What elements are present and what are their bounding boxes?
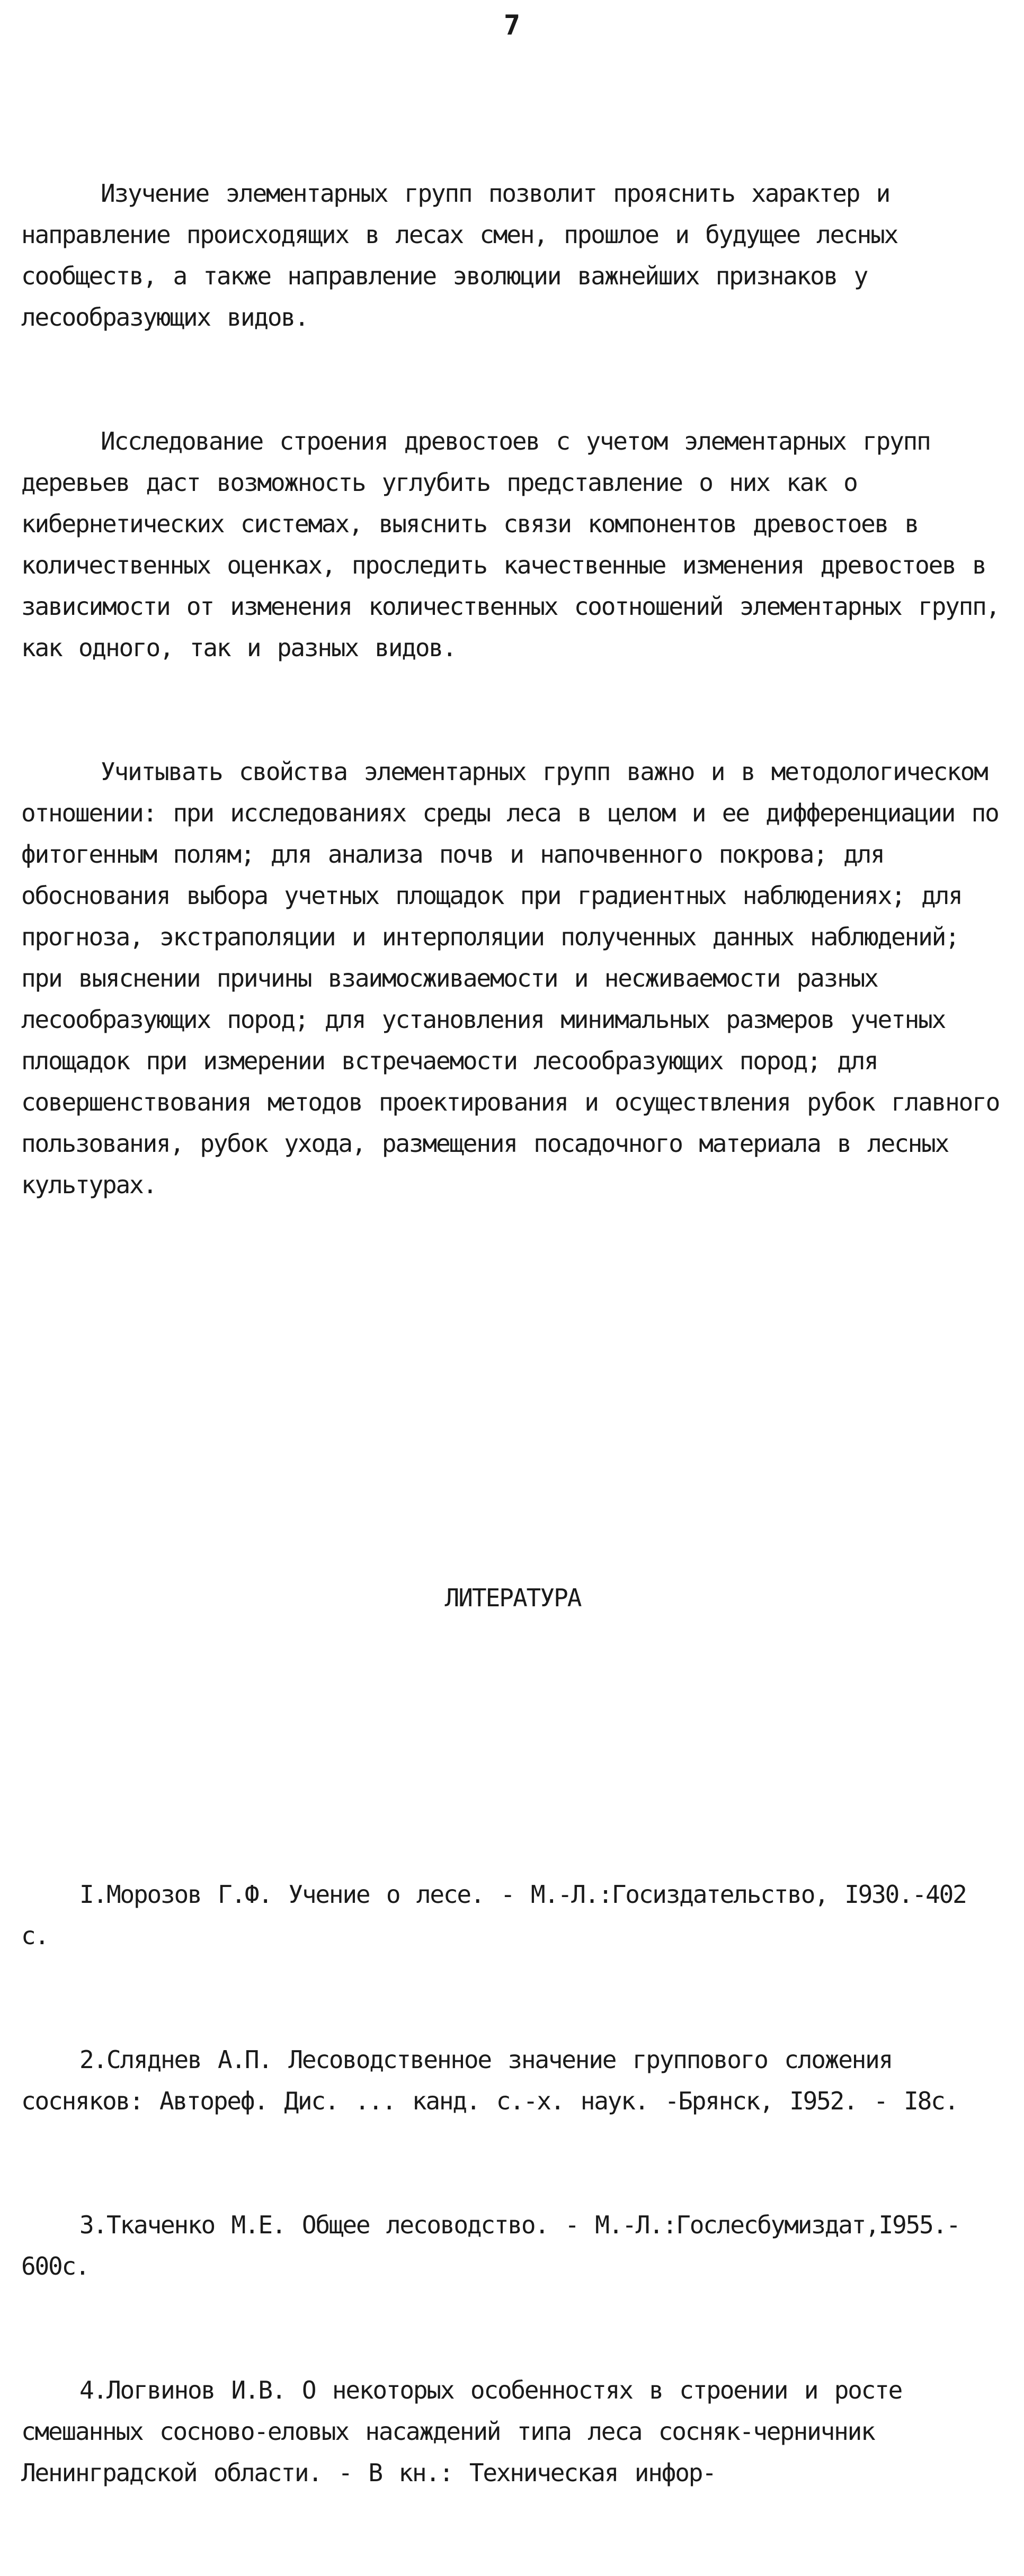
body-text [21, 90, 1016, 2576]
reference-3: 3.Ткаченко М.Е. Общее лесоводство. - М.-Л.:Гослесбумиздат,I955.- 600с. [21, 2211, 977, 2280]
paragraph-1: Изучение элементарных групп позволит прояснить характер и направление происходящих в лесах смен, прошлое и будущее лесных сообществ, а также направление эволюции важнейших признаков у лесообразующих видов. [21, 179, 914, 332]
references-heading: ЛИТЕРАТУРА [444, 1584, 581, 1612]
reference-4: 4.Логвинов И.В. О некоторых особенностях в строении и росте смешанных сосново-еловых насаждений типа леса сосняк-черничник Ленинградской области. - В кн.: Техническая инфор- [21, 2376, 919, 2487]
reference-1: I.Морозов Г.Ф. Учение о лесе. - М.-Л.:Госиздательство, I930.-402 с. [21, 1880, 983, 1950]
paragraph-3: Учитывать свойства элементарных групп важно и в методологическом отношении: при исследованиях среды леса в целом и ее дифференциации по фитогенным полям; для анализа почв и напочвенного покрова; для обоснования выбора учетных площадок при градиентных наблюдениях; для прогноза, экстраполяции и интерполяции полученных данных наблюдений; при выяснении причины взаимосживаемости и несживаемости разных лесообразующих пород; для установления минимальных размеров учетных площадок при измерении встречаемости лесообразующих пород; для совершенствования методов проектирования и осуществления рубок главного пользования, рубок ухода, размещения посадочного материала в лесных культурах. [21, 757, 1016, 1199]
page-number: 7 [503, 10, 521, 41]
paragraph-2: Исследование строения древостоев с учетом элементарных групп деревьев даст возможность углубить представление о них как о кибернетических системах, выяснить связи компонентов древостоев в количественных оценках, проследить качественные изменения древостоев в зависимости от изменения количественных соотношений элементарных групп, как одного, так и разных видов. [21, 427, 1016, 662]
reference-2: 2.Сляднев А.П. Лесоводственное значение группового сложения сосняков: Автореф. Дис. ... канд. с.-х. наук. -Брянск, I952. - I8с. [21, 2045, 958, 2115]
